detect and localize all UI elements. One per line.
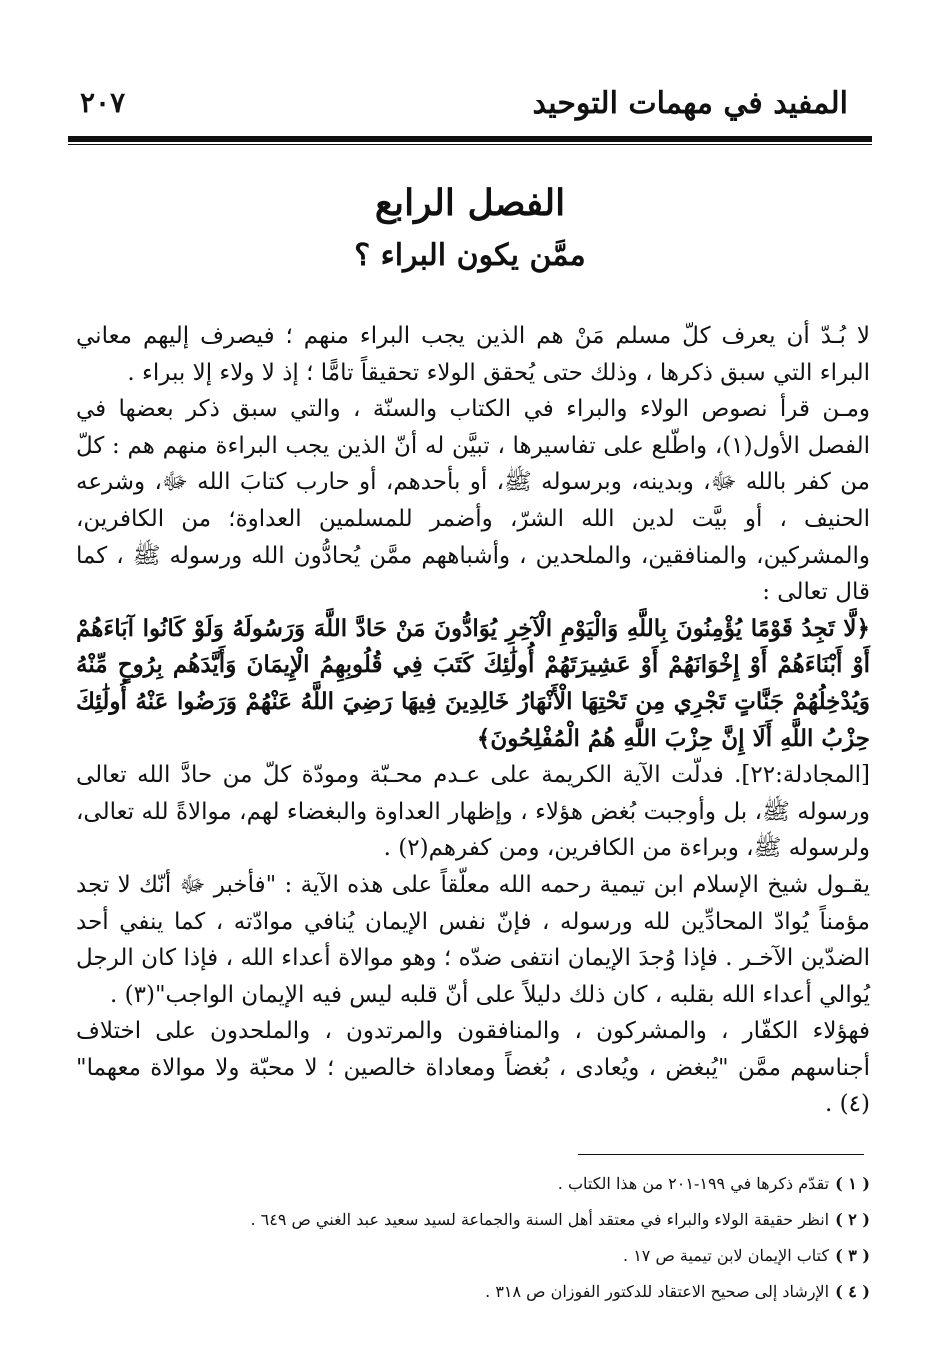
page-number: ٢٠٧ — [80, 86, 126, 119]
footnote-number: ( ٢ ) — [835, 1210, 870, 1229]
chapter-subtitle: ممَّن يكون البراء ؟ — [354, 238, 586, 273]
paragraph: يقـول شيخ الإسلام ابن تيمية رحمه الله معلّقاً على هذه الآية : "فأخبر ﷻ أنّك لا تجد مؤمناً يُوادّ المحادِّين لله ورسوله ، فإنّ نفس الإيمان يُنافي موادّته ، كما ينفي أحد الضدّين الآخـر . فإذا وُجدَ الإيمان انتفى ضدّه ؛ وهو موالاة أعداء الله ، فإذا كان الرجل يُوالي أعداء الله بقلبه ، كان ذلك دليلاً على أنّ قلبه ليس فيه الإيمان الواجب"(٣) . — [76, 871, 870, 1008]
footnote-number: ( ٣ ) — [835, 1246, 870, 1265]
footnote — [76, 1274, 870, 1310]
footnote-number: ( ٤ ) — [835, 1282, 870, 1301]
paragraph: ومـن قرأ نصوص الولاء والبراء في الكتاب والسنّة ، والتي سبق ذكر بعضها في الفصل الأول(١)، واطّلع على تفاسيرها ، تبيَّن له أنّ الذين يجب البراءة منهم هم : كلّ من كفر بالله ﷻ، وبدينه، وبرسوله ﷺ، أو بأحدهم، أو حارب كتابَ الله ﷻ، وشرعه الحنيف ، أو بيَّت لدين الله الشرّ، وأضمر للمسلمين العداوة؛ من الكافرين، والمشركين، والمنافقين، والملحدين ، وأشباههم ممَّن يُحادُّون الله ورسوله ﷺ ، كما قال تعالى : — [76, 396, 870, 606]
footnote-text: انظر حقيقة الولاء والبراء في معتقد أهل السنة والجماعة لسيد سعيد عبد الغني ص ٦٤٩ . — [250, 1210, 830, 1229]
footnote-text: تقدّم ذكرها في ١٩٩-٢٠١ من هذا الكتاب . — [557, 1174, 830, 1193]
footnote-number: ( ١ ) — [835, 1174, 870, 1193]
paragraph: لا بُـدّ أن يعرف كلّ مسلم مَنْ هم الذين يجب البراء منهم ؛ فيصرف إليهم معاني البراء التي سبق ذكرها ، وذلك حتى يُحقق الولاء تحقيقاً تامًّا ؛ إذ لا ولاء إلا ببراء . — [76, 323, 870, 386]
chapter-title: الفصل الرابع — [374, 182, 566, 224]
paragraph: [المجادلة:٢٢]. فدلّت الآية الكريمة على عـدم محـبّة ومودّة كلّ من حادَّ الله تعالى ورسوله ﷺ، بل وأوجبت بُغض هؤلاء ، وإظهار العداوة والبغضاء لهم، موالاةً لله تعالى، ولرسوله ﷺ، وبراءة من الكافرين، ومن كفرهم(٢) . — [76, 762, 870, 862]
footnote — [76, 1202, 870, 1238]
footnote-rule — [578, 1154, 864, 1155]
main-text — [76, 318, 870, 1123]
paragraph: فهؤلاء الكفّار ، والمشركون ، والمنافقون والمرتدون ، والملحدون على اختلاف أجناسهم ممَّن "يُبغض ، ويُعادى ، بُغضاً ومعاداة خالصين ؛ لا محبّة ولا موالاة معهما"(٤) . — [76, 1018, 870, 1118]
footnote-text: كتاب الإيمان لابن تيمية ص ١٧ . — [623, 1246, 830, 1265]
header-rule — [68, 136, 872, 145]
footnote — [76, 1238, 870, 1274]
footnote — [76, 1166, 870, 1202]
running-title: المفيد في مهمات التوحيد — [532, 86, 848, 121]
quran-verse: ﴿لَّا تَجِدُ قَوْمًا يُؤْمِنُونَ بِاللَّهِ وَالْيَوْمِ الْآخِرِ يُوَادُّونَ مَنْ حَادَّ اللَّهَ وَرَسُولَهُ وَلَوْ كَانُوا آبَاءَهُمْ أَوْ أَبْنَاءَهُمْ أَوْ إِخْوَانَهُمْ أَوْ عَشِيرَتَهُمْ أُولَٰئِكَ كَتَبَ فِي قُلُوبِهِمُ الْإِيمَانَ وَأَيَّدَهُم بِرُوحٍ مِّنْهُ وَيُدْخِلُهُمْ جَنَّاتٍ تَجْرِي مِن تَحْتِهَا الْأَنْهَارُ خَالِدِينَ فِيهَا رَضِيَ اللَّهُ عَنْهُمْ وَرَضُوا عَنْهُ أُولَٰئِكَ حِزْبُ اللَّهِ أَلَا إِنَّ حِزْبَ اللَّهِ هُمُ الْمُفْلِحُونَ﴾ — [76, 614, 870, 752]
footnote-text: الإرشاد إلى صحيح الاعتقاد للدكتور الفوزان ص ٣١٨ . — [485, 1282, 830, 1301]
footnotes — [76, 1166, 870, 1310]
